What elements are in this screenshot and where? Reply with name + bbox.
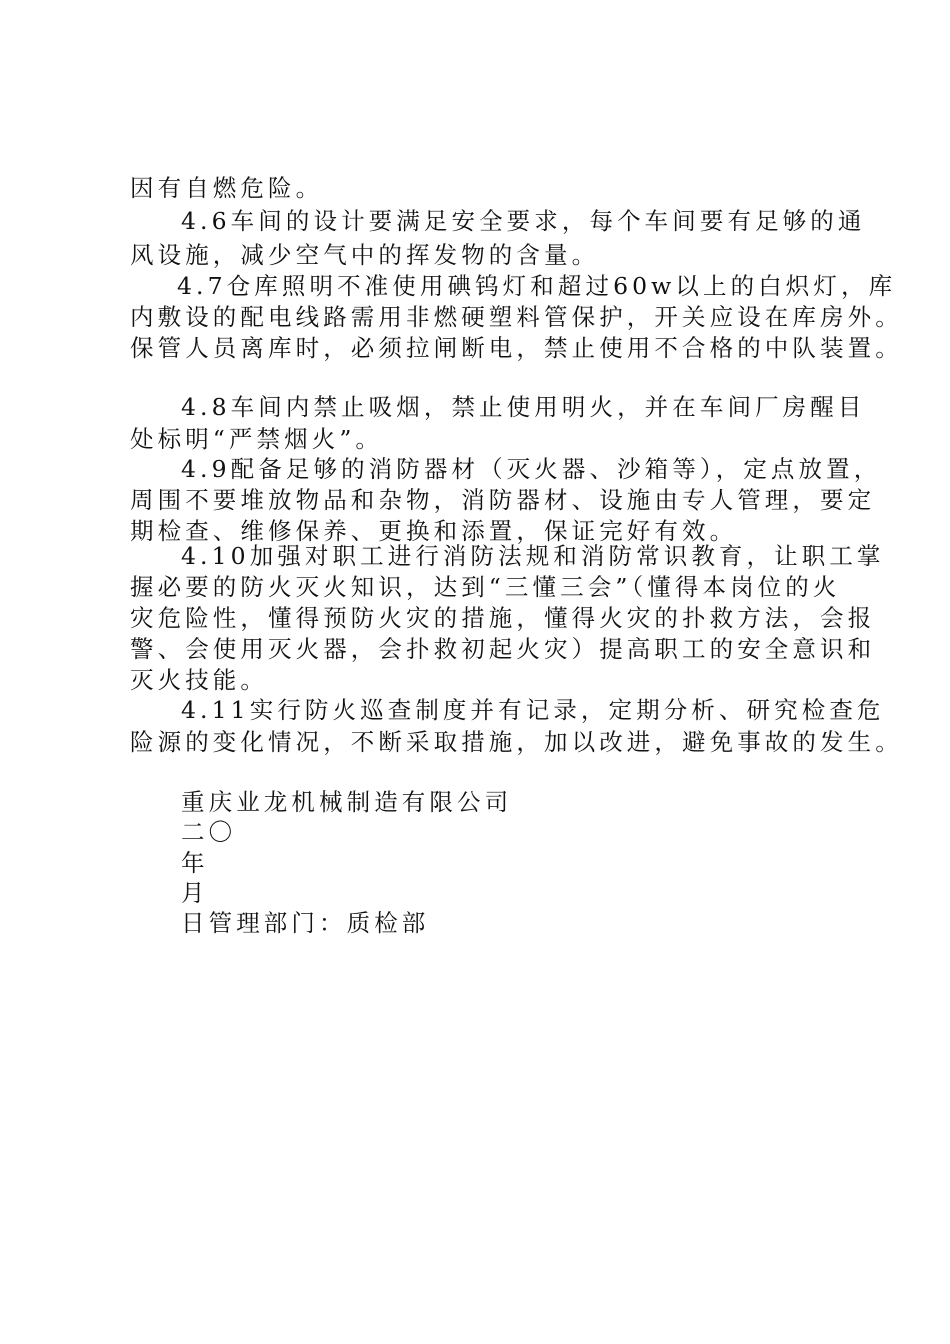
department-line: 日管理部门：质检部	[181, 909, 430, 937]
paragraph-line: 4.11实行防火巡查制度并有记录，定期分析、研究检查危	[181, 696, 885, 724]
paragraph-line: 4.6车间的设计要满足安全要求，每个车间要有足够的通	[181, 207, 866, 235]
paragraph-line: 4.8车间内禁止吸烟，禁止使用明火，并在车间厂房醒目	[181, 393, 866, 421]
signature-date: 年	[181, 849, 209, 877]
paragraph-line: 期检查、维修保养、更换和添置，保证完好有效。	[130, 517, 738, 545]
paragraph-line: 保管人员离库时，必须拉闸断电，禁止使用不合格的中队装置。	[130, 334, 903, 362]
paragraph-line: 4.9配备足够的消防器材（灭火器、沙箱等），定点放置，	[181, 455, 882, 483]
paragraph-line: 4.7仓库照明不准使用碘钨灯和超过60w以上的白炽灯，库	[177, 272, 897, 300]
paragraph-line: 险源的变化情况，不断采取措施，加以改进，避免事故的发生。	[130, 728, 903, 756]
paragraph-line: 风设施，减少空气中的挥发物的含量。	[130, 241, 600, 269]
signature-date: 月	[181, 879, 209, 907]
paragraph-line: 周围不要堆放物品和杂物，消防器材、设施由专人管理，要定	[130, 486, 876, 514]
paragraph-line: 4.10加强对职工进行消防法规和消防常识教育，让职工掌	[181, 542, 885, 570]
paragraph-line: 握必要的防火灭火知识，达到“三懂三会”（懂得本岗位的火	[130, 573, 841, 601]
paragraph-line: 灾危险性，懂得预防火灾的措施，懂得火灾的扑救方法，会报	[130, 604, 876, 632]
paragraph-line: 警、会使用灭火器，会扑救初起火灾）提高职工的安全意识和	[130, 635, 876, 663]
paragraph-line: 处标明“严禁烟火”。	[130, 425, 384, 453]
paragraph-line: 灭火技能。	[130, 666, 268, 694]
paragraph-line: 内敷设的配电线路需用非燃硬塑料管保护，开关应设在库房外。	[130, 303, 903, 331]
paragraph-line: 因有自燃危险。	[130, 174, 324, 202]
signature-date: 二〇	[181, 818, 237, 846]
company-name: 重庆业龙机械制造有限公司	[181, 788, 513, 816]
